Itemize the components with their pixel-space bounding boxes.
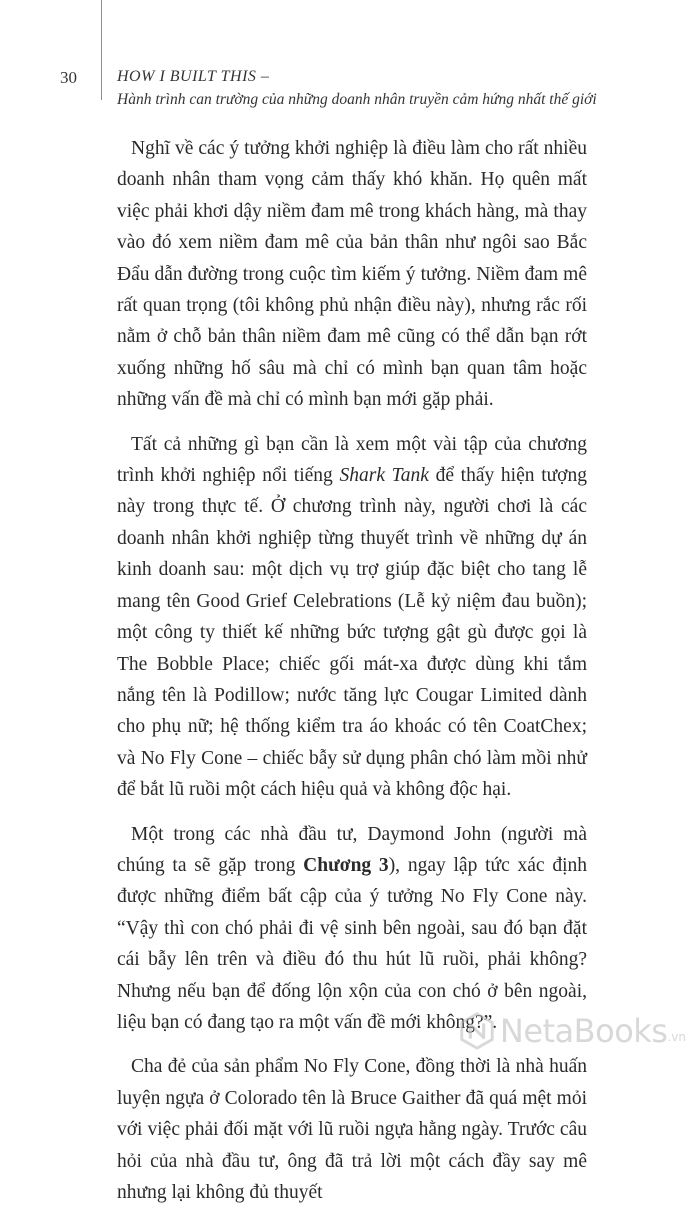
running-header-title: HOW I BUILT THIS – — [117, 68, 270, 85]
paragraph-3-text-b: ), ngay lập tức xác định được những điểm bất cập của ý tưởng No Fly Cone này. “Vậy thì con chó phải đi vệ sinh bên ngoài, sau đó bạn đặt cái bẫy lên trên và điều đó thu hút lũ ruồi, phải không? Nhưng nếu bạn để đống lộn xộn của con chó ở bên ngoài, liệu bạn có đang tạo ra một vấn đề mới không?”. — [117, 854, 587, 1033]
paragraph-4: Cha đẻ của sản phẩm No Fly Cone, đồng thời là nhà huấn luyện ngựa ở Colorado tên là Bruce Gaither đã quá mệt mỏi với việc phải đối mặt với lũ ruồi ngựa hằng ngày. Trước câu hỏi của nhà đầu tư, ông đã trả lời một cách đầy say mê nhưng lại không đủ thuyết — [117, 1056, 587, 1203]
running-header-subtitle: Hành trình can trường của những doanh nhân truyền cảm hứng nhất thế giới — [117, 91, 597, 108]
paragraph-1: Nghĩ về các ý tưởng khởi nghiệp là điều làm cho rất nhiều doanh nhân tham vọng cảm thấy khó khăn. Họ quên mất việc phải khơi dậy niềm đam mê trong khách hàng, mà thay vào đó xem niềm đam mê của bản thân như ngôi sao Bắc Đẩu dẫn đường trong cuộc tìm kiếm ý tưởng. Niềm đam mê rất quan trọng (tôi không phủ nhận điều này), nhưng rắc rối nằm ở chỗ bản thân niềm đam mê cũng có thể dẫn bạn rớt xuống những hố sâu mà chỉ có mình bạn quan tâm hoặc những vấn đề mà chỉ có mình bạn mới gặp phải. — [117, 138, 587, 411]
paragraph-2-text-a: Tất cả những gì bạn cần là xem một vài tập của chương trình khởi nghiệp nổi tiếng — [117, 433, 587, 487]
netabooks-watermark — [458, 1012, 686, 1050]
paragraph-2-text-b: để thấy hiện tượng này trong thực tế. Ở chương trình này, người chơi là các doanh nhân khởi nghiệp từng thuyết trình về những dự án kinh doanh sau: một dịch vụ trợ giúp đặc biệt cho tang lễ mang tên Good Grief Celebrations (Lễ kỷ niệm đau buồn); một công ty thiết kế những bức tượng gật gù được gọi là The Bobble Place; chiếc gối mát-xa được dùng khi tắm nắng tên là Podillow; nước tăng lực Cougar Limited dành cho phụ nữ; hệ thống kiểm tra áo khoác có tên CoatChex; và No Fly Cone – chiếc bẫy sử dụng phân chó làm mồi nhử để bắt lũ ruồi một cách hiệu quả và không độc hại. — [117, 465, 587, 801]
chapter-reference: Chương 3 — [303, 854, 389, 876]
page-number: 30 — [60, 68, 77, 87]
watermark-suffix: .vn — [667, 1030, 686, 1044]
body-text — [117, 133, 587, 1221]
paragraph-3-text-a: Một trong các nhà đầu tư, Daymond John (người mà chúng ta sẽ gặp trong — [117, 823, 587, 876]
watermark-brand: NetaBooks — [499, 1012, 668, 1050]
paragraph-2 — [117, 429, 587, 806]
paragraph-3 — [117, 819, 587, 1039]
netabooks-logo-icon — [458, 1012, 496, 1050]
header-divider-line — [101, 0, 102, 100]
show-title-shark-tank: Shark Tank — [339, 465, 429, 487]
